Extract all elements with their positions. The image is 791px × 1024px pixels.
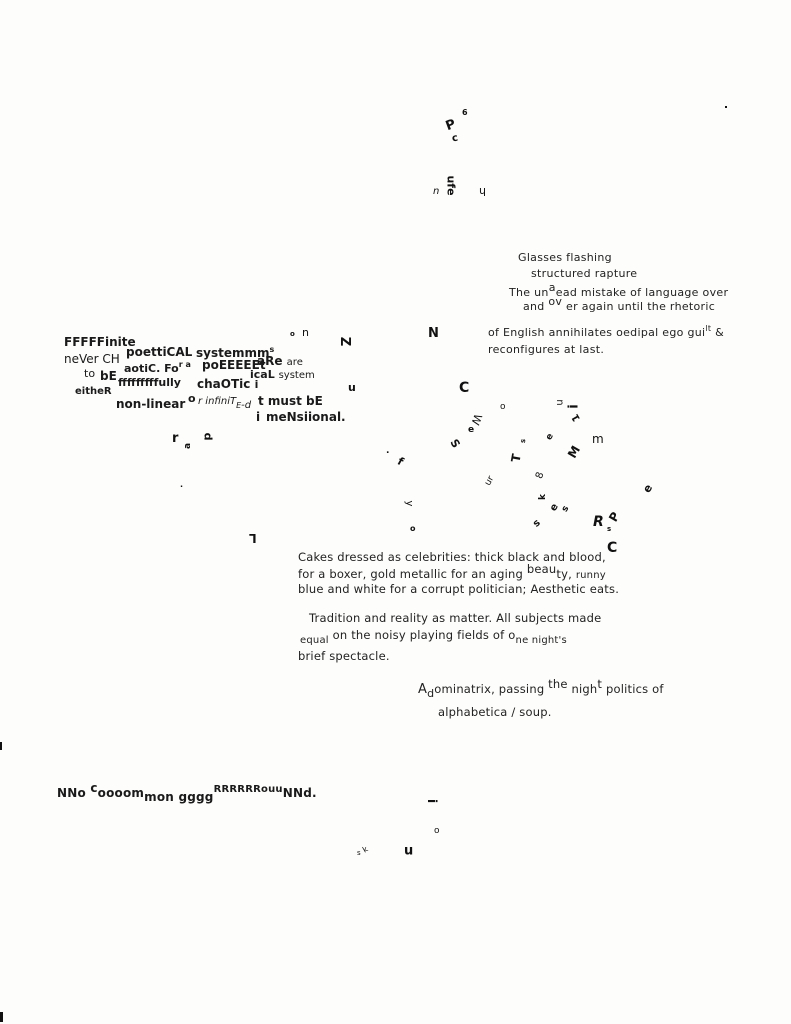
letters-ur: ur — [483, 474, 497, 488]
letter-p-2: P — [606, 509, 623, 525]
letter-t: T — [508, 452, 524, 464]
letter-r: r — [172, 431, 179, 446]
word-infinite: r infiniT$_E$-d — [198, 396, 252, 411]
word-poetical: poettiCAL — [126, 345, 193, 359]
letter-o-small: o — [290, 330, 295, 338]
word-are: aRe are — [257, 354, 303, 368]
line-alphabetica: alphabetica / soup. — [438, 705, 552, 719]
line-spectacle: brief spectacle. — [298, 649, 390, 663]
dot-2: . — [386, 446, 390, 456]
letter-h: h — [479, 185, 486, 198]
letter-e: e — [468, 425, 475, 435]
letter-f: f — [395, 454, 406, 469]
letter-c: C — [459, 380, 470, 396]
line-glasses: Glasses flashing — [518, 251, 612, 264]
letter-6: 6 — [462, 108, 468, 117]
word-o: o — [188, 392, 196, 405]
letter-i: i — [566, 404, 582, 409]
line-nno-common: NNo coooommon gggg$^{RRRRRRouu}$NNd. — [57, 781, 317, 804]
line-cakes: Cakes dressed as celebrities: thick black and blood, — [298, 550, 606, 564]
letter-p: P — [443, 116, 458, 135]
letter-n-bottom: n — [404, 843, 414, 858]
word-mensiional: meNsiional. — [266, 410, 346, 424]
letter-i-bottom: i — [425, 798, 440, 804]
letters-ufe: ufe — [444, 175, 458, 196]
letter-k-bottom: k — [361, 844, 370, 855]
word-to: to — [84, 367, 96, 380]
letter-w: W — [468, 412, 485, 427]
line-english: of English annihilates oedipal ego gui$^{lt}$ & — [488, 324, 725, 339]
word-fully: fffffffffully — [118, 376, 181, 389]
word-must-be: t must bE — [258, 394, 323, 408]
line-boxer: for a boxer, gold metallic for an aging beauty, runny — [298, 562, 606, 581]
letter-n: n — [302, 326, 309, 339]
digit-8: 8 — [533, 470, 547, 481]
word-ical: icaL system — [250, 368, 315, 381]
letter-c: c — [451, 132, 459, 145]
word-aotic: aotiC. $Fo^{r a}$ — [124, 360, 191, 375]
line-blue-white: blue and white for a corrupt politician; Aesthetic eats. — [298, 582, 620, 596]
letter-s-bottom: s — [357, 849, 361, 857]
letter-p-rotated: p — [200, 432, 214, 441]
line-equal: equal on the noisy playing fields of one night's — [300, 628, 567, 646]
word-never-ch: neVer CH — [64, 352, 120, 366]
letter-a: a — [183, 442, 194, 450]
letter-l: L — [249, 531, 257, 545]
letter-s: S — [447, 436, 463, 451]
letter-e-2: e — [544, 431, 556, 443]
line-again: and ov er again until the rhetoric — [523, 295, 716, 313]
line-dominatrix: Adominatrix, passing the night politics of — [418, 677, 664, 700]
word-systems: systemmm$^s$ — [196, 345, 275, 360]
letter-k: k — [538, 494, 548, 500]
letter-u-rotated: u — [554, 399, 566, 406]
letter-s-2: s — [531, 517, 543, 530]
word-i: i — [256, 410, 261, 424]
letter-n: n — [433, 186, 440, 197]
word-poeeeeet: poEEEEEt — [202, 358, 266, 372]
letter-c-2: C — [607, 540, 618, 556]
word-ffffinite: FFFFFinite — [64, 335, 136, 349]
letter-u: u — [348, 381, 356, 394]
word-either: eitheR — [75, 386, 112, 397]
letter-z: Z — [337, 336, 353, 347]
edge-mark — [0, 742, 2, 750]
letter-s-3: s — [560, 504, 572, 514]
letter-m: m — [592, 432, 604, 446]
digit-1: 1 — [569, 411, 583, 424]
stray-dot — [725, 106, 727, 108]
edge-mark-bottom — [0, 1012, 3, 1022]
line-reconfigures: reconfigures at last. — [488, 343, 605, 356]
word-be: bE — [100, 369, 117, 383]
letter-o-bottom: o — [434, 826, 440, 836]
line-mistake: The unaead mistake of language over — [509, 281, 729, 299]
letter-n-bold: N — [428, 326, 439, 341]
letter-o: o — [500, 402, 506, 412]
dot: . — [180, 480, 184, 489]
letter-s-small: s — [518, 438, 528, 444]
word-chaotic: chaOTic i — [197, 377, 259, 391]
letter-e-4: e — [640, 482, 656, 495]
letter-r-bold: R — [593, 514, 604, 530]
letter-e-3: e — [547, 501, 561, 514]
letter-s-small-2: s — [607, 525, 612, 533]
letter-y: y — [403, 500, 415, 507]
line-rapture: structured rapture — [531, 267, 638, 280]
line-tradition: Tradition and reality as matter. All subjects made — [309, 611, 602, 625]
word-non-linear: non-linear — [116, 397, 186, 411]
letter-o-2: o — [410, 524, 416, 533]
letter-m-bold: M — [564, 443, 584, 461]
